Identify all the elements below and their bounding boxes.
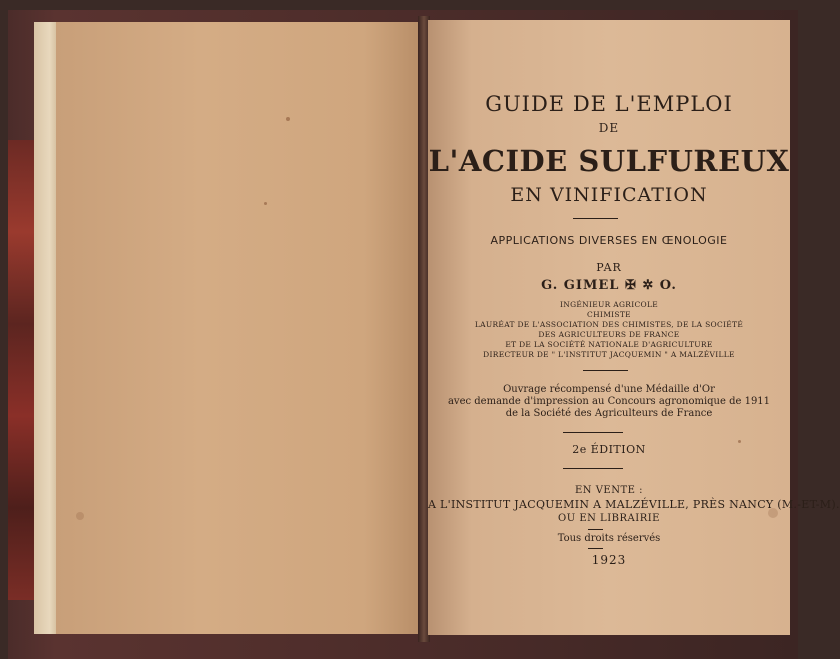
credential-line: DIRECTEUR DE " L'INSTITUT JACQUEMIN " A MALZÉVILLE — [483, 350, 735, 359]
divider-rule — [588, 529, 603, 530]
sale-line: EN VENTE : — [574, 485, 644, 496]
par-label: PAR — [596, 261, 622, 274]
paper-spot — [738, 440, 741, 443]
title-line-2: DE — [598, 121, 620, 135]
subtitle: APPLICATIONS DIVERSES EN ŒNOLOGIE — [490, 234, 728, 247]
credential-line: ET DE LA SOCIÉTÉ NATIONALE D'AGRICULTURE — [505, 340, 713, 349]
divider-rule — [573, 218, 618, 219]
award-line: de la Société des Agriculteurs de France — [505, 408, 713, 419]
sale-line: OU EN LIBRAIRIE — [558, 513, 660, 524]
title-main: L'ACIDE SULFUREUX — [428, 144, 790, 178]
paper-spot — [76, 512, 84, 520]
divider-rule — [563, 468, 623, 469]
divider-rule — [563, 432, 623, 433]
divider-rule — [588, 548, 603, 549]
publication-year: 1923 — [591, 553, 627, 567]
sale-line: A L'INSTITUT JACQUEMIN A MALZÉVILLE, PRÈS NANCY (M.-ET-M). — [428, 498, 840, 511]
title-line-1: GUIDE DE L'EMPLOI — [485, 92, 733, 116]
left-blank-page — [56, 22, 418, 634]
credential-line: LAURÉAT DE L'ASSOCIATION DES CHIMISTES, DE LA SOCIÉTÉ — [474, 320, 744, 329]
award-line: Ouvrage récompensé d'une Médaille d'Or — [503, 384, 715, 395]
divider-rule — [583, 370, 628, 371]
paper-spot — [286, 117, 290, 121]
title-page — [428, 20, 840, 635]
marbled-binding — [8, 140, 34, 600]
credential-line: CHIMISTE — [587, 310, 631, 319]
title-line-4: EN VINIFICATION — [510, 184, 708, 206]
edition-label: 2e ÉDITION — [572, 443, 646, 456]
paper-spot — [768, 508, 778, 518]
credential-line: DES AGRICULTEURS DE FRANCE — [538, 330, 680, 339]
paper-spot — [264, 202, 267, 205]
author-name: G. GIMEL ✠ ✲ O. — [541, 278, 677, 293]
credential-line: INGÉNIEUR AGRICOLE — [559, 300, 659, 309]
award-line: avec demande d'impression au Concours agronomique de 1911 — [447, 396, 771, 407]
rights-notice: Tous droits réservés — [557, 533, 661, 544]
